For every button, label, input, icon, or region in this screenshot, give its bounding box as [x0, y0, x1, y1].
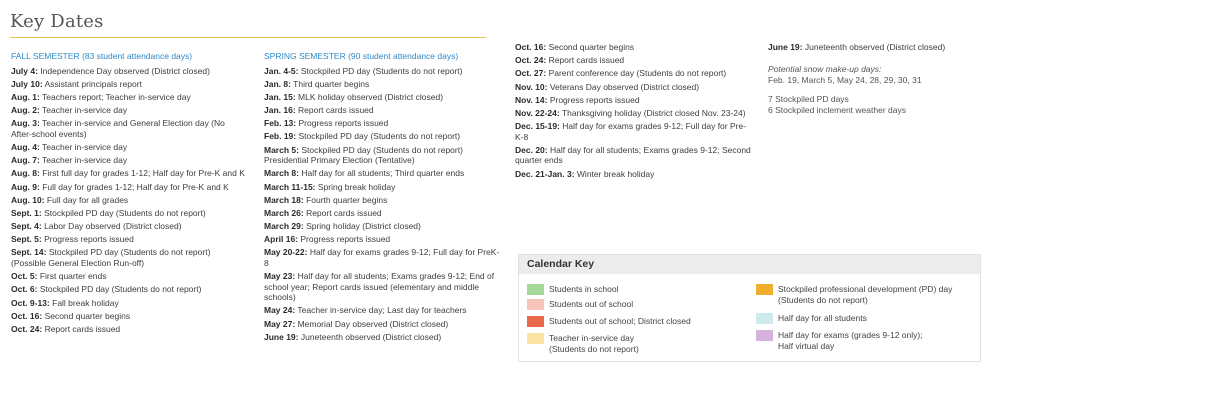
snow-makeup-days: Feb. 19, March 5, May 24, 28, 29, 30, 31 — [768, 74, 922, 85]
date-entry — [264, 221, 500, 232]
entry-text: Progress reports issued — [44, 234, 134, 245]
swatch-pink — [527, 299, 544, 310]
entry-date: Aug. 1: — [11, 91, 40, 102]
entry-text: Teacher in-service day — [42, 141, 128, 152]
date-entry — [11, 311, 247, 322]
entry-date: March 5: — [264, 144, 299, 155]
date-entry — [11, 118, 247, 139]
entry-text: Teacher in-service day — [42, 105, 128, 116]
entry-date: Aug. 4: — [11, 141, 40, 152]
entry-date: June 19: — [768, 42, 803, 52]
entry-text: Third quarter begins — [293, 78, 370, 89]
date-entry — [11, 155, 247, 166]
swatch-green — [527, 284, 544, 295]
date-entry — [11, 284, 247, 295]
entry-text: MLK holiday observed (District closed) — [298, 91, 444, 102]
date-entry — [264, 168, 500, 179]
entry-text: Stockpiled PD day (Students do not report) — [44, 207, 206, 218]
date-entry — [11, 195, 247, 206]
entry-text: First full day for grades 1-12; Half day for Pre-K and K — [42, 168, 245, 179]
date-entry — [11, 234, 247, 245]
spring-semester-heading: SPRING SEMESTER (90 student attendance days) — [264, 51, 459, 61]
entry-text: Report cards issued — [306, 207, 382, 218]
entry-date: Aug. 2: — [11, 105, 40, 116]
entry-text: Winter break holiday — [576, 168, 655, 179]
entry-date: Sept. 4: — [11, 221, 42, 232]
entry-date: May 24: — [264, 305, 296, 316]
entry-date: Feb. 19: — [264, 131, 297, 142]
entry-date: May 23: — [264, 271, 296, 282]
date-entry — [264, 79, 500, 90]
entry-date: Oct. 16: — [11, 310, 43, 321]
date-entry — [11, 168, 247, 179]
page-title: Key Dates — [10, 11, 104, 32]
entry-text: Report cards issued — [298, 105, 374, 116]
date-entry — [264, 271, 500, 303]
entry-text: Juneteenth observed (District closed) — [300, 331, 442, 342]
key-label: Half day for exams (grades 9-12 only); — [778, 330, 923, 340]
date-entry — [11, 221, 247, 232]
entry-text: Second quarter begins — [44, 310, 131, 321]
entry-text: Report cards issued — [44, 323, 121, 334]
entry-text: First quarter ends — [39, 271, 107, 282]
entry-text: Veterans Day observed (District closed) — [549, 81, 700, 92]
entry-text: Parent conference day (Students do not report) — [548, 68, 727, 79]
entry-date: May 20-22: — [264, 247, 308, 258]
entry-text: Progress reports issued — [300, 234, 391, 245]
stockpiled-weather-count: 6 Stockpiled inclement weather days — [768, 104, 906, 115]
entry-text: Full day for all grades — [46, 194, 129, 205]
notes-column — [768, 42, 998, 115]
entry-date: Aug. 3: — [11, 118, 40, 129]
entry-text: Second quarter begins — [548, 42, 635, 52]
entry-date: Oct. 16: — [515, 42, 547, 52]
key-half-day-exams — [756, 330, 978, 352]
entry-date: Nov. 10: — [515, 81, 548, 92]
entry-date: March 18: — [264, 194, 304, 205]
key-district-closed — [527, 316, 737, 327]
entry-text: Stockpiled PD day (Students do not report) Presidential Primary Election (Tentative) — [264, 144, 463, 166]
spring-semester-column — [264, 51, 500, 345]
fall-dates-list — [11, 66, 247, 335]
entry-date: Aug. 7: — [11, 155, 40, 166]
key-sublabel: (Students do not report) — [549, 344, 639, 354]
entry-text: Stockpiled PD day (Students do not report) — [39, 284, 202, 295]
date-entry — [264, 332, 500, 343]
entry-date: July 10: — [11, 78, 43, 89]
entry-date: Dec. 20: — [515, 144, 548, 155]
entry-date: June 19: — [264, 331, 299, 342]
key-label: Students in school — [549, 284, 619, 294]
entry-text: Juneteenth observed (District closed) — [804, 42, 946, 52]
fall-continued-list — [515, 42, 751, 179]
key-label: Half day for all students — [778, 313, 867, 323]
key-half-day-all — [756, 313, 978, 324]
entry-date: Oct. 27: — [515, 68, 547, 79]
date-entry — [264, 247, 500, 268]
entry-date: Aug. 10: — [11, 194, 45, 205]
entry-text: Progress reports issued — [298, 118, 389, 129]
entry-date: Dec. 15-19: — [515, 121, 560, 132]
date-entry — [264, 182, 500, 193]
key-students-out — [527, 299, 737, 310]
entry-date: July 4: — [11, 65, 38, 76]
swatch-lavender — [756, 330, 773, 341]
key-students-in-school — [527, 284, 737, 295]
date-entry — [264, 208, 500, 219]
date-entry — [11, 247, 247, 268]
entry-text: Teacher in-service and General Election day (No After-school events) — [11, 118, 225, 139]
fall-semester-column — [11, 51, 247, 354]
date-entry — [11, 79, 247, 90]
entry-date: Sept. 5: — [11, 234, 42, 245]
entry-date: Sept. 14: — [11, 247, 47, 258]
entry-date: Jan. 8: — [264, 78, 291, 89]
calendar-key-title: Calendar Key — [519, 255, 980, 274]
date-entry — [264, 145, 500, 166]
entry-text: Memorial Day observed (District closed) — [297, 318, 449, 329]
swatch-red — [527, 316, 544, 327]
title-divider — [10, 37, 486, 38]
entry-text: Progress reports issued — [549, 94, 640, 105]
entry-date: March 26: — [264, 207, 304, 218]
date-entry — [515, 145, 751, 166]
entry-date: Jan. 16: — [264, 105, 296, 116]
date-entry — [11, 298, 247, 309]
entry-date: March 29: — [264, 221, 304, 232]
date-entry — [515, 68, 751, 79]
entry-date: Dec. 21-Jan. 3: — [515, 168, 575, 179]
date-entry — [11, 182, 247, 193]
entry-date: Oct. 5: — [11, 271, 38, 282]
spring-dates-list — [264, 66, 500, 343]
entry-text: Report cards issued — [548, 55, 625, 66]
key-sublabel: Half virtual day — [778, 341, 835, 351]
date-entry — [11, 271, 247, 282]
date-entry — [515, 121, 751, 142]
entry-text: Half day for all students; Exams grades 9-12; Second quarter ends — [515, 144, 751, 166]
entry-text: Fourth quarter begins — [306, 194, 388, 205]
entry-date: Oct. 9-13: — [11, 297, 50, 308]
date-entry — [515, 82, 751, 93]
entry-text: Thanksgiving holiday (District closed Nov. 23-24) — [561, 107, 746, 118]
date-entry — [11, 92, 247, 103]
date-entry — [515, 95, 751, 106]
date-entry — [515, 108, 751, 119]
date-entry — [11, 142, 247, 153]
entry-date: Aug. 9: — [11, 181, 40, 192]
entry-text: Spring holiday (District closed) — [306, 221, 421, 232]
fall-semester-heading: FALL SEMESTER (83 student attendance days) — [11, 51, 193, 61]
key-stockpiled-pd — [756, 284, 978, 306]
entry-date: Nov. 22-24: — [515, 107, 560, 118]
date-entry — [264, 195, 500, 206]
entry-text: Teacher in-service day; Last day for teachers — [297, 305, 467, 316]
key-sublabel: (Students do not report) — [778, 295, 868, 305]
entry-text: Half day for all students; Third quarter ends — [301, 168, 465, 179]
date-entry — [264, 92, 500, 103]
swatch-orange — [756, 284, 773, 295]
entry-text: Half day for exams grades 9-12; Full day for PreK-8 — [264, 247, 500, 268]
entry-date: May 27: — [264, 318, 296, 329]
entry-date: Jan. 4-5: — [264, 65, 299, 76]
entry-text: Stockpiled PD day (Students do not report) — [298, 131, 461, 142]
entry-date: Aug. 8: — [11, 168, 40, 179]
entry-date: Oct. 24: — [515, 55, 547, 66]
date-entry — [11, 324, 247, 335]
date-entry — [11, 208, 247, 219]
entry-text: Teacher in-service day — [42, 155, 128, 166]
date-entry — [264, 66, 500, 77]
entry-date: April 16: — [264, 234, 299, 245]
fall-continued-column — [515, 42, 751, 182]
key-teacher-inservice — [527, 333, 737, 355]
entry-text: Half day for all students; Exams grades 9-12; End of school year; Report cards issued (elementary and middle schools) — [264, 271, 495, 303]
entry-text: Fall break holiday — [52, 297, 119, 308]
key-label: Students out of school — [549, 299, 634, 309]
entry-text: Teachers report; Teacher in-service day — [42, 91, 191, 102]
entry-text: Assistant principals report — [44, 78, 142, 89]
date-entry — [515, 169, 751, 180]
key-label: Students out of school; District closed — [549, 316, 691, 326]
entry-date: March 11-15: — [264, 181, 316, 192]
date-entry — [11, 105, 247, 116]
entry-text: Half day for exams grades 9-12; Full day for Pre-K-8 — [515, 121, 747, 142]
calendar-key — [518, 254, 981, 362]
entry-date: Oct. 24: — [11, 323, 43, 334]
entry-text: Full day for grades 1-12; Half day for Pre-K and K — [42, 181, 229, 192]
key-label: Teacher in-service day — [549, 333, 635, 343]
date-entry — [264, 234, 500, 245]
entry-date: Nov. 14: — [515, 94, 548, 105]
entry-text: Labor Day observed (District closed) — [44, 221, 182, 232]
date-entry — [264, 105, 500, 116]
date-entry — [264, 305, 500, 316]
swatch-light-blue — [756, 313, 773, 324]
entry-date: March 8: — [264, 168, 299, 179]
entry-text: Stockpiled PD day (Students do not report) — [300, 65, 463, 76]
date-entry — [264, 118, 500, 129]
entry-text: Stockpiled PD day (Students do not report) (Possible General Election Run-off) — [11, 247, 211, 268]
date-entry — [515, 55, 751, 66]
entry-date: Oct. 6: — [11, 284, 38, 295]
entry-text: Spring break holiday — [317, 181, 396, 192]
date-entry — [264, 319, 500, 330]
date-entry — [11, 66, 247, 77]
stockpiled-pd-count: 7 Stockpiled PD days — [768, 94, 849, 105]
entry-date: Jan. 15: — [264, 91, 296, 102]
entry-text: Independence Day observed (District closed) — [40, 65, 210, 76]
date-entry — [515, 42, 751, 53]
entry-date: Feb. 13: — [264, 118, 297, 129]
key-label: Stockpiled professional development (PD) day — [778, 284, 953, 294]
swatch-light-yellow — [527, 333, 544, 344]
date-entry — [264, 131, 500, 142]
snow-makeup-label: Potential snow make-up days: — [768, 64, 882, 75]
entry-date: Sept. 1: — [11, 207, 42, 218]
juneteenth-entry — [768, 42, 998, 53]
